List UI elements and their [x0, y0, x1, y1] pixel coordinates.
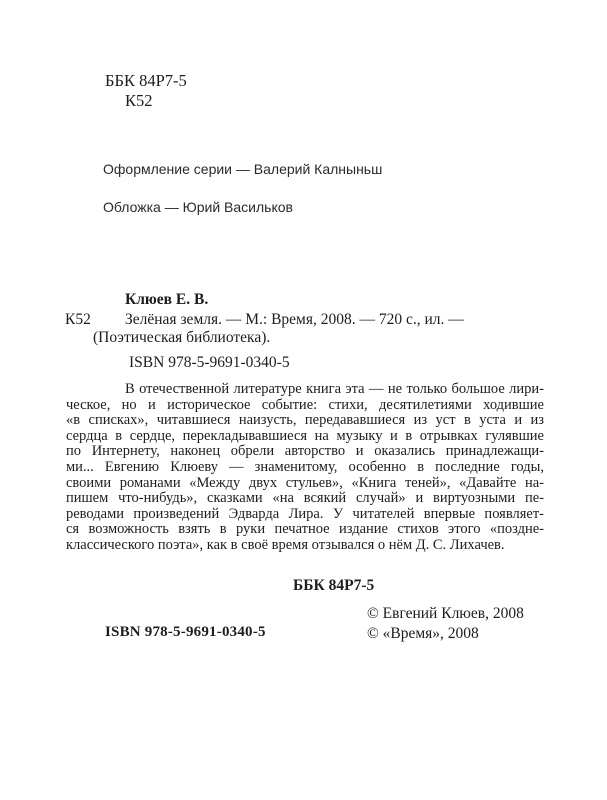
series-design-credit: Оформление серии — Валерий Калныньш [103, 161, 383, 177]
cover-design-credit: Обложка — Юрий Васильков [103, 199, 293, 215]
annotation-line: пишем что-нибудь», сказками «на всякий случай» и виртуозными пе- [66, 490, 544, 507]
annotation-line: классического поэта», как в своё время отзывался о нём Д. С. Лихачев. [66, 536, 505, 553]
annotation-paragraph [66, 382, 544, 554]
copyright-block [367, 604, 524, 644]
annotation-line: ми... Евгению Клюеву — знаменитому, особенно в последние годы, [66, 458, 544, 475]
annotation-line: В отечественной литературе книга эта — не только большое лири- [125, 381, 544, 397]
annotation-line: по Интернету, наконец обрели авторство и оказались принадлежащи- [66, 443, 544, 460]
catalog-isbn: ISBN 978-5-9691-0340-5 [129, 354, 290, 371]
design-credits [103, 160, 382, 217]
isbn-bottom: ISBN 978-5-9691-0340-5 [105, 624, 266, 640]
annotation-line: «в списках», читавшиеся наизусть, передававшиеся из уст в уста и из [66, 412, 544, 429]
bbk-code: ББК 84Р7-5 [105, 71, 187, 90]
annotation-line: своими романами «Между двух стульев», «Книга теней», «Давайте на- [66, 474, 544, 491]
bbk-classification-top [105, 71, 187, 111]
annotation-line: сердца в сердце, перекладывавшиеся на музыку и в отрывках гулявшие [66, 427, 544, 444]
catalog-series: (Поэтическая библиотека). [93, 329, 271, 346]
bbk-classification-bottom: ББК 84Р7-5 [293, 577, 375, 594]
catalog-description: Зелёная земля. — М.: Время, 2008. — 720 с., ил. — [125, 311, 464, 328]
copyright-author: © Евгений Клюев, 2008 [367, 605, 524, 622]
annotation-line: ческое, но и историческое событие: стихи, десятилетиями ходившие [66, 396, 544, 413]
catalog-author-mark: К52 [65, 311, 91, 328]
author-mark: К52 [125, 91, 153, 110]
copyright-publisher: © «Время», 2008 [367, 625, 479, 642]
annotation-line: ся возможность взять в руки печатное издание стихов этого «поздне- [66, 521, 544, 538]
annotation-line: реводами произведений Эдварда Лира. У читателей впервые появляет- [66, 505, 544, 522]
catalog-author: Клюев Е. В. [125, 291, 209, 308]
